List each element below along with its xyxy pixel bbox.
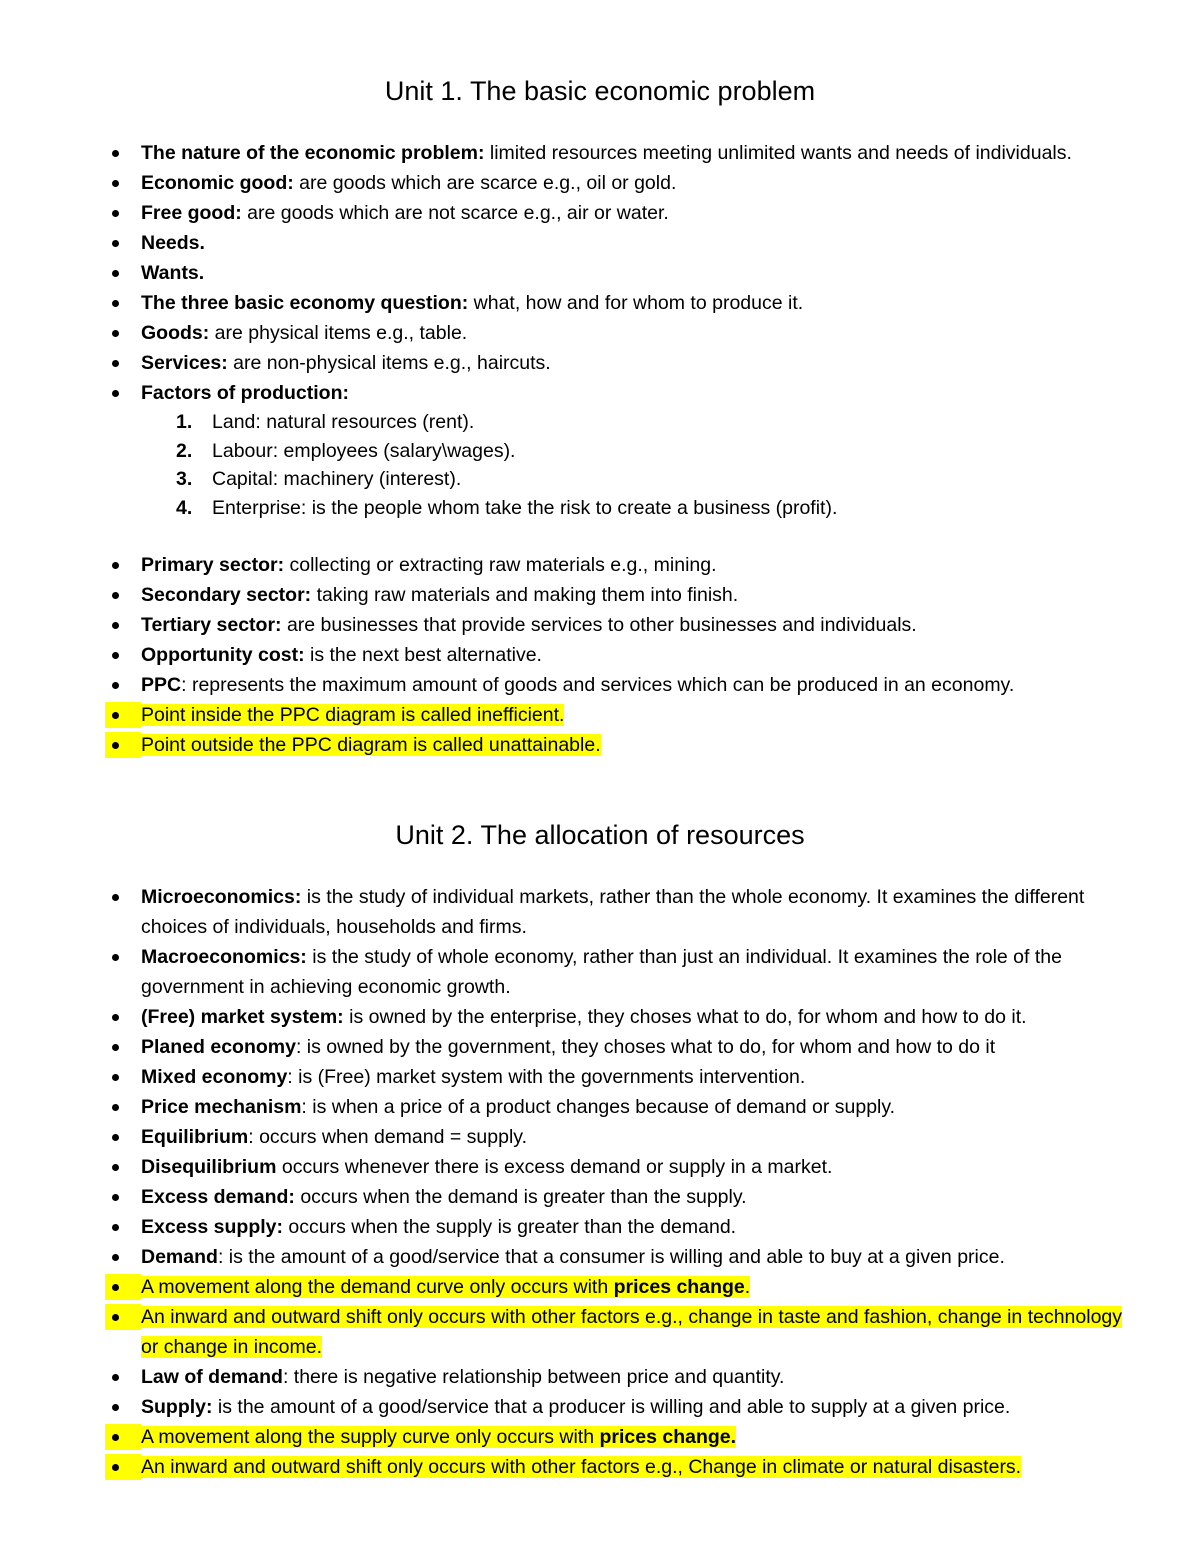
bullet-icon — [112, 330, 119, 337]
definition: are goods which are scarce e.g., oil or gold. — [293, 172, 677, 194]
bullet-icon — [112, 1194, 119, 1201]
factor-item — [0, 408, 1200, 437]
list-item — [0, 1362, 1200, 1392]
list-item — [0, 1392, 1200, 1422]
factor-text: Capital: machinery (interest). — [212, 468, 462, 490]
highlighted-item — [0, 1302, 1200, 1362]
bullet-icon — [112, 1254, 119, 1261]
highlight-lead: A movement along the demand curve only occurs with — [141, 1276, 614, 1298]
definition: taking raw materials and making them into finish. — [311, 584, 739, 606]
list-item — [0, 288, 1200, 318]
definition: : occurs when demand = supply. — [248, 1126, 528, 1148]
term: Planed economy — [141, 1036, 296, 1058]
term: Factors of production: — [141, 382, 349, 404]
term: Demand — [141, 1246, 218, 1268]
highlight-marker — [105, 1274, 141, 1300]
term: Price mechanism — [141, 1096, 302, 1118]
list-item — [0, 1152, 1200, 1182]
highlighted-text: Point inside the PPC diagram is called inefficient. — [141, 704, 565, 726]
bullet-icon — [112, 622, 119, 629]
list-item — [0, 258, 1200, 288]
term: Law of demand — [141, 1366, 283, 1388]
term: Needs. — [141, 232, 205, 254]
definition: is the amount of a good/service that a producer is willing and able to supply at a given price. — [212, 1396, 1011, 1418]
bullet-icon — [112, 1464, 119, 1471]
bullet-icon — [112, 1374, 119, 1381]
bullet-icon — [112, 1104, 119, 1111]
list-item — [0, 580, 1200, 610]
list-item — [0, 550, 1200, 580]
list-item — [0, 1122, 1200, 1152]
highlight-marker — [105, 732, 141, 758]
highlighted-text — [141, 1426, 736, 1448]
bullet-icon — [112, 712, 119, 719]
definition: occurs whenever there is excess demand or supply in a market. — [276, 1156, 833, 1178]
definition: : is the amount of a good/service that a consumer is willing and able to buy at a given price. — [217, 1246, 1005, 1268]
term: Mixed economy — [141, 1066, 288, 1088]
bullet-icon — [112, 742, 119, 749]
term: Excess supply: — [141, 1216, 283, 1238]
term: Disequilibrium — [141, 1156, 277, 1178]
definition: is the study of individual markets, rather than the whole economy. It examines the different choices of individuals, households and firms. — [141, 886, 1085, 938]
definition: is the study of whole economy, rather than just an individual. It examines the role of the government in achieving economic growth. — [141, 946, 1062, 998]
list-item — [0, 610, 1200, 640]
definition: are physical items e.g., table. — [209, 322, 468, 344]
bullet-icon — [112, 1044, 119, 1051]
definition: are non-physical items e.g., haircuts. — [227, 352, 551, 374]
bullet-icon — [112, 390, 119, 397]
highlighted-item — [0, 730, 1200, 760]
definition: : is owned by the government, they choses what to do, for whom and how to do it — [295, 1036, 996, 1058]
term: Economic good: — [141, 172, 294, 194]
definition: occurs when the demand is greater than the supply. — [294, 1186, 747, 1208]
highlight-bold: prices change. — [599, 1426, 737, 1448]
bullet-icon — [112, 1224, 119, 1231]
list-item — [0, 1092, 1200, 1122]
factor-item — [0, 465, 1200, 494]
bullet-icon — [112, 592, 119, 599]
highlighted-text: An inward and outward shift only occurs with other factors e.g., change in taste and fashion, change in technology or change in income. — [141, 1306, 1123, 1358]
term: Wants. — [141, 262, 205, 284]
term: The nature of the economic problem: — [141, 142, 485, 164]
bullet-icon — [112, 1164, 119, 1171]
highlighted-item — [0, 700, 1200, 730]
term: Macroeconomics: — [141, 946, 307, 968]
factor-number: 3. — [176, 468, 193, 490]
term: Tertiary sector: — [141, 614, 282, 636]
list-item — [0, 138, 1200, 168]
term: Goods: — [141, 322, 210, 344]
bullet-icon — [112, 1134, 119, 1141]
unit1-title: Unit 1. The basic economic problem — [384, 76, 816, 106]
bullet-icon — [112, 894, 119, 901]
term: Supply: — [141, 1396, 213, 1418]
bullet-icon — [112, 270, 119, 277]
bullet-icon — [112, 300, 119, 307]
term: (Free) market system: — [141, 1006, 344, 1028]
highlight-marker — [105, 1454, 141, 1480]
bullet-icon — [112, 954, 119, 961]
definition: : there is negative relationship between price and quantity. — [282, 1366, 785, 1388]
term: Opportunity cost: — [141, 644, 305, 666]
definition: : is when a price of a product changes because of demand or supply. — [301, 1096, 896, 1118]
list-item — [0, 348, 1200, 378]
bullet-icon — [112, 1074, 119, 1081]
list-item — [0, 1002, 1200, 1032]
definition: what, how and for whom to produce it. — [468, 292, 804, 314]
term: Free good: — [141, 202, 242, 224]
term: Services: — [141, 352, 228, 374]
list-item — [0, 1032, 1200, 1062]
factor-item — [0, 494, 1200, 523]
definition: is owned by the enterprise, they choses what to do, for whom and how to do it. — [343, 1006, 1027, 1028]
definition: : is (Free) market system with the governments intervention. — [287, 1066, 806, 1088]
bullet-icon — [112, 652, 119, 659]
list-item — [0, 228, 1200, 258]
bullet-icon — [112, 210, 119, 217]
list-item — [0, 882, 1200, 942]
list-item — [0, 640, 1200, 670]
list-item — [0, 1212, 1200, 1242]
bullet-icon — [112, 562, 119, 569]
list-item — [0, 198, 1200, 228]
highlight-lead: A movement along the supply curve only occurs with — [141, 1426, 600, 1448]
definition: is the next best alternative. — [304, 644, 542, 666]
highlighted-text: An inward and outward shift only occurs with other factors e.g., Change in climate or natural disasters. — [141, 1456, 1022, 1478]
bullet-icon — [112, 150, 119, 157]
factor-number: 2. — [176, 439, 193, 462]
term: Microeconomics: — [141, 886, 302, 908]
list-item — [0, 942, 1200, 1002]
definition: collecting or extracting raw materials e.g., mining. — [284, 554, 717, 576]
definition: : represents the maximum amount of goods and services which can be produced in an economy. — [181, 674, 1015, 696]
highlighted-item — [0, 1452, 1200, 1482]
bullet-icon — [112, 1434, 119, 1441]
list-item — [0, 1242, 1200, 1272]
term: Excess demand: — [141, 1186, 295, 1208]
highlighted-item — [0, 1422, 1200, 1452]
term: Equilibrium — [141, 1126, 249, 1148]
definition: limited resources meeting unlimited wants and needs of individuals. — [484, 142, 1072, 164]
highlight-marker — [105, 1424, 141, 1450]
term: The three basic economy question: — [141, 292, 469, 314]
bullet-icon — [112, 180, 119, 187]
highlighted-text — [141, 1276, 750, 1298]
bullet-icon — [112, 1284, 119, 1291]
factor-text: Enterprise: is the people whom take the risk to create a business (profit). — [212, 496, 838, 519]
factor-item — [0, 437, 1200, 466]
list-item — [0, 1182, 1200, 1212]
list-item — [0, 318, 1200, 348]
bullet-icon — [112, 1404, 119, 1411]
spacer — [0, 522, 1200, 550]
definition: occurs when the supply is greater than the demand. — [282, 1216, 737, 1238]
factor-text: Labour: employees (salary\wages). — [212, 439, 516, 462]
highlighted-item — [0, 1272, 1200, 1302]
bullet-icon — [112, 682, 119, 689]
list-item — [0, 168, 1200, 198]
factor-number: 1. — [176, 411, 193, 433]
highlight-bold: prices change — [613, 1276, 745, 1298]
term: PPC — [141, 674, 182, 696]
factor-text: Land: natural resources (rent). — [212, 411, 475, 433]
term: Secondary sector: — [141, 584, 312, 606]
term: Primary sector: — [141, 554, 285, 576]
unit1-list — [0, 138, 1200, 760]
bullet-icon — [112, 240, 119, 247]
definition: are businesses that provide services to other businesses and individuals. — [281, 614, 917, 636]
bullet-icon — [112, 1014, 119, 1021]
highlighted-text: Point outside the PPC diagram is called unattainable. — [141, 734, 601, 756]
bullet-icon — [112, 360, 119, 367]
unit2-title: Unit 2. The allocation of resources — [395, 820, 805, 850]
list-item — [0, 1062, 1200, 1092]
list-item — [0, 378, 1200, 408]
highlight-tail: . — [744, 1276, 751, 1298]
definition: are goods which are not scarce e.g., air or water. — [241, 202, 669, 224]
highlight-marker — [105, 702, 141, 728]
unit2-list — [0, 882, 1200, 1482]
factor-number: 4. — [176, 496, 193, 519]
bullet-icon — [112, 1314, 119, 1321]
list-item — [0, 670, 1200, 700]
highlight-marker — [105, 1304, 141, 1330]
